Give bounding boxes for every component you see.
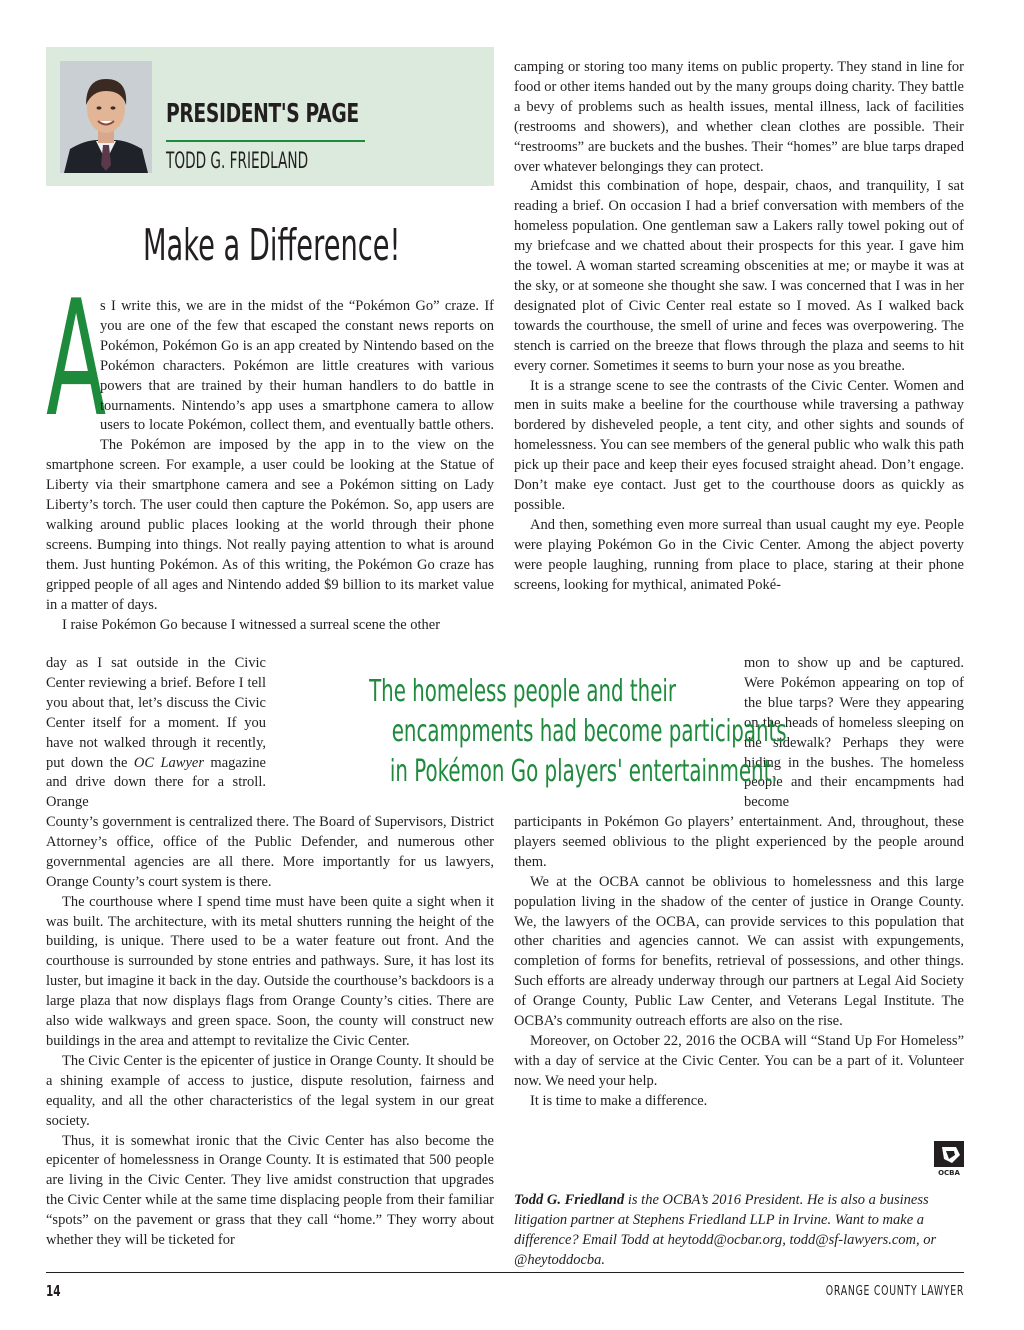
paragraph-2-narrow bbox=[46, 654, 266, 813]
header-divider bbox=[166, 140, 365, 142]
pull-quote-line: encampments had become participants bbox=[391, 714, 787, 749]
magazine-name: OC Lawyer bbox=[133, 754, 204, 771]
col2-paragraph-3: It is a strange scene to see the contrasts of the Civic Center. Women and men in suits make a beeline for the courthouse while traversing a pathway bordered by disheveled people, a tent city, and other sights and sounds of homelessness. You can see members of the general public who walk this path pick up their pace and keep their eyes focused straight ahead. Don’t engage. Don’t make eye contact. Just get to the courthouse doors as quickly as possible. bbox=[514, 377, 964, 513]
author-name: TODD G. FRIEDLAND bbox=[166, 149, 309, 174]
column-1-narrow bbox=[46, 654, 266, 813]
bio-name: Todd G. Friedland bbox=[514, 1192, 625, 1208]
paragraph-intro: s I write this, we are in the midst of the “Pokémon Go” craze. If you are one of the few that escaped the constant news reports on Pokémon, Pokémon Go is an app created by Nintendo based on the Pokémon characters. Pokémon are little creatures with various powers that are trained by their human handlers to do battle in tournaments. Nintendo’s app uses a smartphone camera to allow users to locate Pokémon, collect them, and eventually battle others. The Pokémon are imposed by the app in to the view on the smartphone screen. For example, a user could be looking at the Statue of Liberty via their smartphone camera and see a Pokémon sitting on Lady Liberty’s torch. The user could then capture the Pokémon. So, app users are walking around public places looking at the world through their phone screens. Bumping into things. Not really paying attention to what is around them. Just hunting Pokémon. As of this writing, the Pokémon Go craze has gripped people of all ages and Nintendo added $9 billion to its market value in a matter of days. bbox=[46, 298, 494, 613]
ocba-logo bbox=[934, 1141, 964, 1177]
pull-quote-line: The homeless people and their bbox=[369, 674, 677, 709]
col2-paragraph-4-lead: And then, something even more surreal than usual caught my eye. People were playing Pokémon Go in the Civic Center. Among the abject poverty were people laughing, running from place to place, staring at their phone screens, looking for mythical, animated Poké- bbox=[514, 516, 964, 593]
article-title: Make a Difference! bbox=[143, 220, 401, 271]
col2-paragraph-2: Amidst this combination of hope, despair, chaos, and tranquility, I sat reading a brief. On occasion I had a brief conversation with members of the homeless population. One gentleman saw a Lakers rally towel poking out of my briefcase and we chatted about their prospects for this year. I gave him the towel. A woman started screaming obscenities at me; or maybe it was at the sky, or at someone she thought she saw. I was concerned that I was in her designated plot of Civic Center real estate so I moved. As I walked back towards the courthouse, the smell of urine and feces was overpowering. The stench is carried on the breeze that flows through the plaza and seems to hit every corner. Sometimes it seems to burn your nose as you breathe. bbox=[514, 178, 964, 374]
col2-paragraph-7: It is time to make a difference. bbox=[530, 1092, 708, 1109]
pull-quote-line: in Pokémon Go players' entertainment. bbox=[389, 754, 778, 789]
col2-paragraph-6: Moreover, on October 22, 2016 the OCBA will “Stand Up For Homeless” with a day of service at the Civic Center. You can be a part of it. Volunteer now. We need your help. bbox=[514, 1032, 964, 1089]
paragraph-3: The courthouse where I spend time must have been quite a sight when it was built. The architecture, with its metal shutters running the height of the building, is unique. There used to be a water feature out front. And the courthouse is surrounded by stone entries and pathways. Sure, it has lost its luster, but imagine it back in the day. Outside the courthouse’s backdoors is a large plaza that now displays flags from Orange County’s cities. There are also wide walkways and green space. Soon, the county will construct new buildings in the area and attempt to revitalize the Civic Center. bbox=[46, 893, 494, 1049]
page-number: 14 bbox=[46, 1282, 61, 1300]
col2-paragraph-5: We at the OCBA cannot be oblivious to homelessness and this large population living in the shadow of the center of justice in Orange County. We, the lawyers of the OCBA, can provide services to this population that other charities and agencies cannot. We can assist with expungements, completion of forms for benefits, retrieval of possessions, and other things. Such efforts are already underway through our partners at Legal Aid Society of Orange County, Public Law Center, and Veterans Legal Institute. The OCBA’s community outreach efforts are also on the rise. bbox=[514, 873, 964, 1030]
paragraph-2-narrow-a: day as I sat outside in the Civic Center reviewing a brief. Before I tell you about that, let’s discuss the Civic Center itself for a moment. If you have not walked through it recently, put down the bbox=[46, 655, 266, 771]
paragraph-2-lead: I raise Pokémon Go because I witnessed a surreal scene the other bbox=[62, 616, 441, 633]
column-1-rest bbox=[46, 813, 494, 1251]
bio-text: is the OCBA’s 2016 President. He is also a business litigation partner at Stephens Friedland LLP in Irvine. Want to make a difference? Email Todd at heytodd@ocbar.org, todd@sf-lawyers.com, or @heytoddocba. bbox=[514, 1192, 937, 1268]
logo-text: OCBA bbox=[938, 1169, 960, 1177]
drop-cap: A bbox=[46, 265, 107, 452]
author-photo bbox=[60, 61, 152, 173]
col2-paragraph-4-rest: participants in Pokémon Go players’ entertainment. And, throughout, these players seemed oblivious to the plight experienced by the people around them. bbox=[514, 814, 964, 870]
column-1-intro bbox=[46, 297, 494, 635]
publication-name: ORANGE COUNTY LAWYER bbox=[825, 1284, 964, 1299]
paragraph-4: The Civic Center is the epicenter of justice in Orange County. It should be a shining example of access to justice, dispute resolution, fairness and equality, and all the other characteristics of the legal system in our great society. bbox=[46, 1052, 494, 1129]
section-title: PRESIDENT'S PAGE bbox=[166, 99, 359, 129]
pull-quote bbox=[290, 672, 787, 792]
paragraph-5: Thus, it is somewhat ironic that the Civic Center has also become the epicenter of homelessness in Orange County. It is estimated that 500 people are living in the Civic Center. They live amidst construction that upgrades the Civic Center while at the same time displacing people from their familiar “spots” on the pavement or grass that they call “home.” They worry about whether they will be ticketed for bbox=[46, 1132, 494, 1249]
column-2-rest bbox=[514, 813, 964, 1112]
footer-divider bbox=[46, 1272, 964, 1273]
column-2-top bbox=[514, 58, 964, 595]
col2-paragraph-4-narrow: mon to show up and be captured. Were Pokémon appearing on top of the blue tarps? Were they appearing on the heads of homeless sleeping on the sidewalk? Perhaps they were hiding in the bushes. The homeless people and their encampments had become bbox=[744, 655, 964, 811]
paragraph-2-rest: County’s government is centralized there. The Board of Supervisors, District Attorney’s office, office of the Public Defender, and numerous other governmental agencies are all there. More importantly for us lawyers, Orange County’s court system is there. bbox=[46, 814, 494, 890]
author-bio bbox=[514, 1190, 964, 1270]
paragraph-2-narrow-b: magazine and drive down there for a stroll. Orange bbox=[46, 754, 266, 811]
col2-paragraph-1: camping or storing too many items on public property. They stand in line for food or other items handed out by the many groups doing charity. They battle a bevy of problems such as health issues, mental illness, lack of facilities (restrooms and showers), and whether clean clothes are possible. Their “restrooms” are buckets and the bushes. Their “homes” are blue tarps draped over whatever belongings they can protect. bbox=[514, 59, 964, 175]
